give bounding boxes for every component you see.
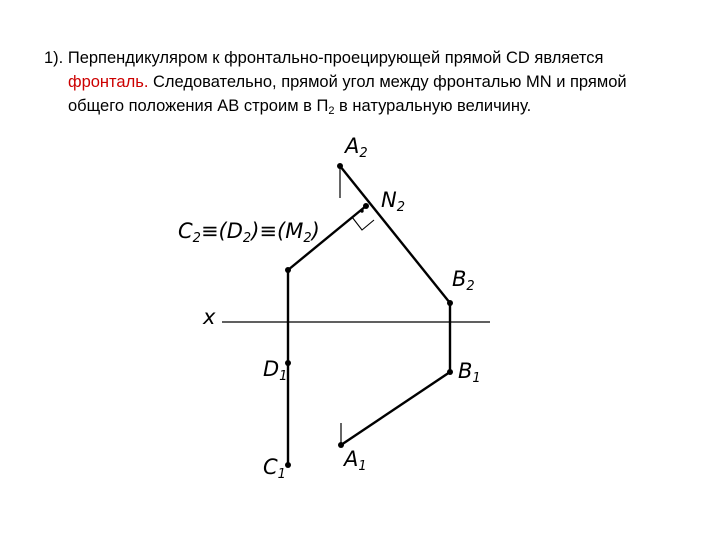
point-a2 [337,163,343,169]
plane-subscript: 2 [328,105,335,117]
label-d1: D1 [263,357,288,384]
point-n2 [363,203,369,209]
segment-a1-b1 [341,372,450,445]
segment-a2-b2 [340,166,450,303]
point-d1 [285,360,291,366]
label-a1: A1 [344,447,367,474]
label-b1: B1 [458,359,481,386]
point-b1 [447,369,453,375]
label-c1: C1 [263,455,286,482]
statement-line-1-text: Перпендикуляром к фронтально-проецирующей прямой CD является [63,49,604,67]
statement-line-3-tail: в натуральную величину. [334,97,532,115]
right-angle-mark [352,217,374,230]
point-b2 [447,300,453,306]
statement-number: 1). [44,49,64,67]
point-c2 [285,267,291,273]
label-c2-d2-m2: C2≡(D2)≡(M2) [178,219,320,246]
frontal-term: фронталь. [68,73,149,91]
right-angle-dot [360,209,363,212]
label-a2: A2 [345,134,368,161]
label-n2: N2 [381,188,405,215]
label-b2: B2 [452,267,475,294]
statement-line-2-text: Следовательно, прямой угол между фронталью MN и прямой [148,73,627,91]
statement-line-3-text: общего положения AB строим в П [68,97,329,115]
axis-x-label: x [203,305,216,329]
